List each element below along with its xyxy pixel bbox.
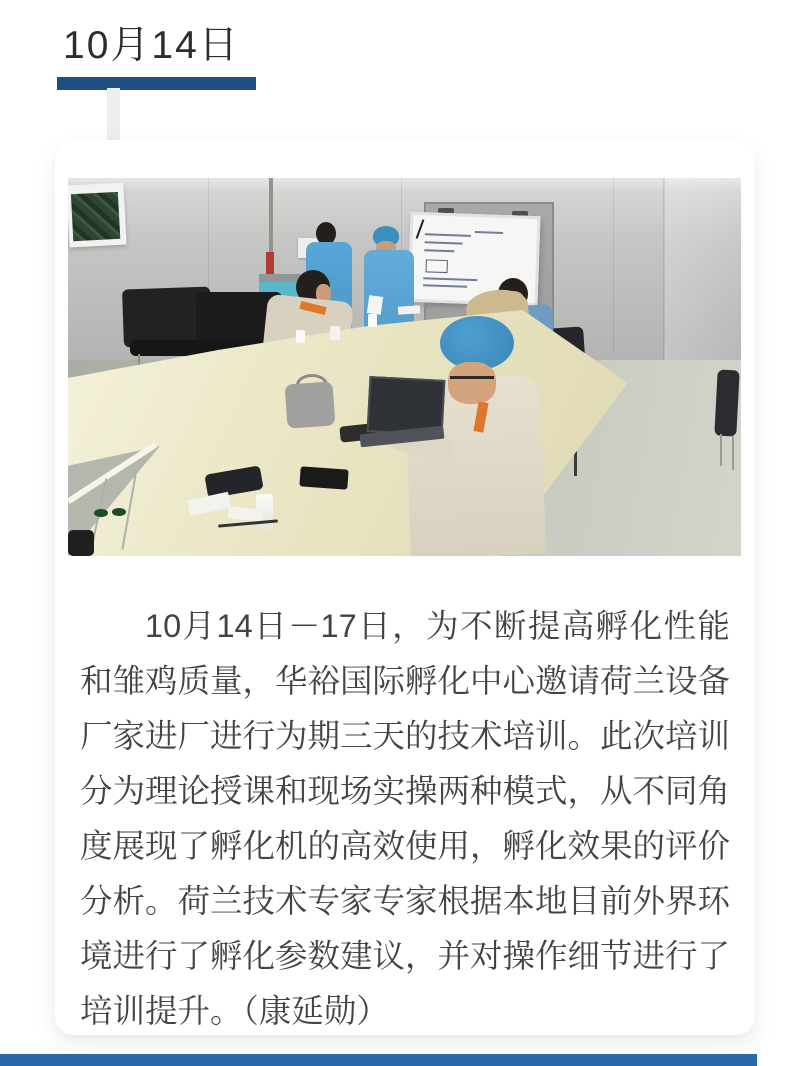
marker-stroke [416, 219, 425, 238]
marker-stroke [424, 249, 454, 252]
folding-chair [714, 369, 739, 436]
marker-stroke [425, 241, 463, 244]
glasses [450, 376, 494, 379]
bottle-cap [112, 508, 126, 516]
article-paragraph: 10月14日－17日，为不断提高孵化性能和雏鸡质量，华裕国际孵化中心邀请荷兰设备厂家进厂进行为期三天的技术培训。此次培训分为理论授课和现场实操两种模式，从不同角度展现了孵化机的高效使用，孵化效果的评价分析。荷兰技术专家专家根据本地目前外界环境进行了孵化参数建议，并对操作细节进行了培训提升。（康延勋） [80, 607, 731, 1029]
date-underline-bar [57, 77, 256, 90]
document-sheet [398, 305, 421, 315]
chair-leg [720, 434, 722, 466]
laptop-bag [285, 381, 336, 428]
marker-stroke [423, 284, 467, 288]
marker-diagram [426, 259, 448, 273]
chair-leg [732, 436, 734, 470]
bag-on-floor [68, 530, 94, 556]
marker-stroke [425, 233, 471, 237]
bottle-cap [94, 509, 108, 517]
date-header: 10月14日 [63, 24, 240, 67]
person-face [448, 362, 496, 404]
handout-paper [367, 295, 383, 315]
marker-stroke [423, 277, 477, 281]
wall-seam [613, 178, 614, 353]
reading-progress-bar [0, 1054, 757, 1066]
article-card [55, 140, 755, 1035]
paper-cup [296, 330, 305, 343]
wall-picture-frame [68, 183, 127, 248]
meeting-photo[interactable] [68, 178, 741, 556]
wall-highlight [664, 178, 741, 383]
picture-content [71, 192, 120, 241]
paper-cup [330, 326, 340, 340]
paper-cup [368, 314, 377, 327]
black-notebook [299, 466, 348, 489]
marker-stroke [475, 231, 503, 234]
